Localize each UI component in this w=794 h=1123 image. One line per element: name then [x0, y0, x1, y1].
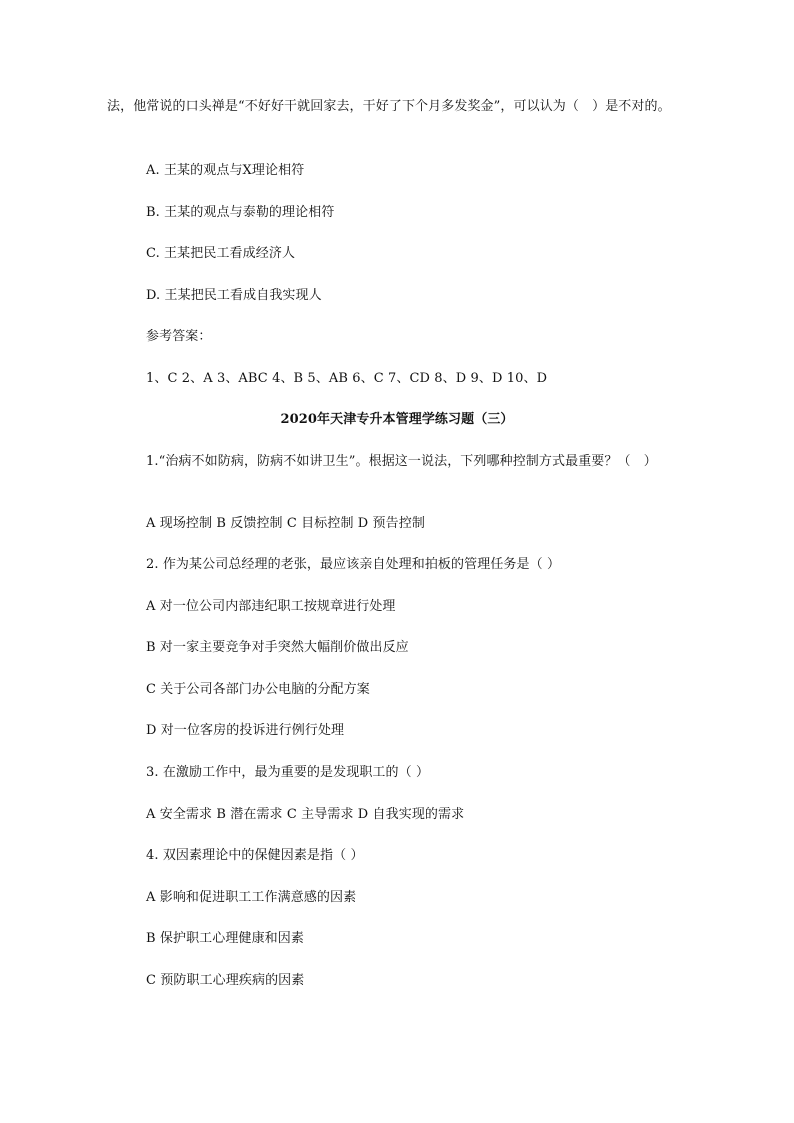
question-4-option-c: C 预防职工心理疾病的因素: [146, 973, 305, 988]
question-2-option-b: B 对一家主要竞争对手突然大幅削价做出反应: [146, 640, 409, 655]
question-2-option-d: D 对一位客房的投诉进行例行处理: [146, 723, 345, 738]
prev-option-c: C. 王某把民工看成经济人: [146, 246, 296, 261]
question-1-options: A 现场控制 B 反馈控制 C 目标控制 D 预告控制: [146, 516, 425, 531]
answers-text: 1、C 2、A 3、ABC 4、B 5、AB 6、C 7、CD 8、D 9、D 10、D: [146, 371, 548, 386]
question-4-option-a: A 影响和促进职工工作满意感的因素: [146, 890, 357, 905]
answers-label: 参考答案：: [146, 329, 212, 344]
prev-option-d: D. 王某把民工看成自我实现人: [146, 288, 322, 303]
section-title: 2020年天津专升本管理学练习题（三）: [280, 412, 514, 427]
prev-option-a: A. 王某的观点与X理论相符: [146, 163, 305, 178]
question-2-option-c: C 关于公司各部门办公电脑的分配方案: [146, 682, 370, 697]
question-1-stem: 1.“治病不如防病，防病不如讲卫生”。根据这一说法，下列哪种控制方式最重要？（ ）: [146, 454, 657, 469]
prev-option-b: B. 王某的观点与泰勒的理论相符: [146, 205, 335, 220]
question-2-option-a: A 对一位公司内部违纪职工按规章进行处理: [146, 599, 396, 614]
question-4-stem: 4. 双因素理论中的保健因素是指（ ）: [146, 848, 364, 863]
question-2-stem: 2. 作为某公司总经理的老张，最应该亲自处理和拍板的管理任务是（ ）: [146, 557, 561, 572]
question-4-option-b: B 保护职工心理健康和因素: [146, 931, 304, 946]
question-3-options: A 安全需求 B 潜在需求 C 主导需求 D 自我实现的需求: [146, 807, 465, 822]
prev-question-stem: 法，他常说的口头禅是“不好好干就回家去，干好了下个月多发奖金”，可以认为（ ）是不对的。: [107, 99, 671, 114]
question-3-stem: 3. 在激励工作中，最为重要的是发现职工的（ ）: [146, 765, 430, 780]
